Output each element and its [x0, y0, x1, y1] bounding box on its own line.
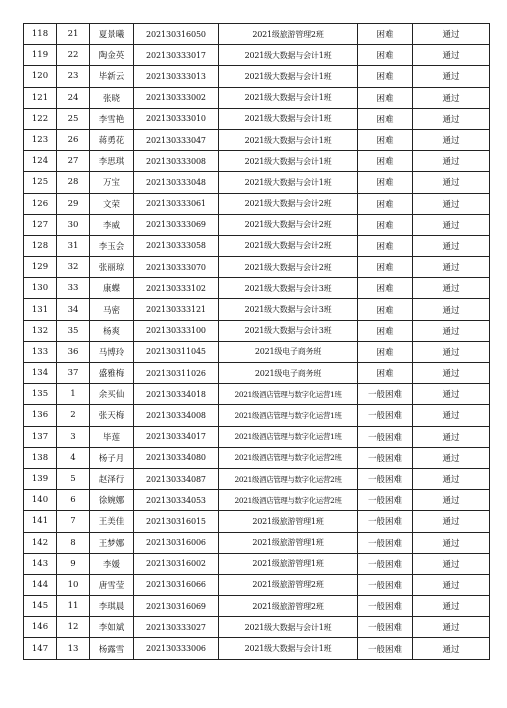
student-id-cell: 202130333008	[134, 151, 219, 172]
row-number-cell: 122	[24, 108, 57, 129]
student-name-cell: 康蝶	[90, 278, 134, 299]
table-row	[24, 151, 490, 172]
student-id-cell: 202130333013	[134, 66, 219, 87]
row-number-cell: 133	[24, 341, 57, 362]
sequence-cell: 29	[57, 193, 90, 214]
table-row	[24, 468, 490, 489]
difficulty-level-cell: 一般困难	[358, 511, 413, 532]
row-number-cell: 130	[24, 278, 57, 299]
table-row	[24, 596, 490, 617]
row-number-cell: 124	[24, 151, 57, 172]
table-row	[24, 405, 490, 426]
class-name-cell: 2021级大数据与会计2班	[219, 214, 358, 235]
table-row	[24, 45, 490, 66]
class-name-cell: 2021级电子商务班	[219, 341, 358, 362]
student-id-cell: 202130334087	[134, 468, 219, 489]
table-row	[24, 278, 490, 299]
student-id-cell: 202130333061	[134, 193, 219, 214]
difficulty-level-cell: 一般困难	[358, 447, 413, 468]
review-result-cell: 通过	[413, 553, 490, 574]
difficulty-level-cell: 一般困难	[358, 617, 413, 638]
difficulty-level-cell: 困难	[358, 66, 413, 87]
difficulty-level-cell: 困难	[358, 341, 413, 362]
student-name-cell: 张丽琼	[90, 257, 134, 278]
difficulty-level-cell: 困难	[358, 172, 413, 193]
table-row	[24, 299, 490, 320]
student-name-cell: 马博玲	[90, 341, 134, 362]
student-name-cell: 李威	[90, 214, 134, 235]
review-result-cell: 通过	[413, 320, 490, 341]
student-id-cell: 202130316006	[134, 532, 219, 553]
student-name-cell: 李雪艳	[90, 108, 134, 129]
table-row	[24, 214, 490, 235]
row-number-cell: 134	[24, 363, 57, 384]
row-number-cell: 132	[24, 320, 57, 341]
review-result-cell: 通过	[413, 341, 490, 362]
review-result-cell: 通过	[413, 66, 490, 87]
difficulty-level-cell: 一般困难	[358, 574, 413, 595]
student-name-cell: 万宝	[90, 172, 134, 193]
review-result-cell: 通过	[413, 24, 490, 45]
difficulty-level-cell: 困难	[358, 363, 413, 384]
student-id-cell: 202130333010	[134, 108, 219, 129]
sequence-cell: 31	[57, 235, 90, 256]
class-name-cell: 2021级大数据与会计1班	[219, 638, 358, 659]
review-result-cell: 通过	[413, 299, 490, 320]
row-number-cell: 127	[24, 214, 57, 235]
review-result-cell: 通过	[413, 172, 490, 193]
sequence-cell: 37	[57, 363, 90, 384]
class-name-cell: 2021级大数据与会计1班	[219, 617, 358, 638]
sequence-cell: 1	[57, 384, 90, 405]
difficulty-level-cell: 困难	[358, 320, 413, 341]
table-row	[24, 553, 490, 574]
difficulty-level-cell: 一般困难	[358, 532, 413, 553]
table-row	[24, 638, 490, 659]
class-name-cell: 2021级酒店管理与数字化运营1班	[219, 426, 358, 447]
class-name-cell: 2021级大数据与会计3班	[219, 320, 358, 341]
sequence-cell: 4	[57, 447, 90, 468]
student-id-cell: 202130333069	[134, 214, 219, 235]
review-result-cell: 通过	[413, 574, 490, 595]
student-id-cell: 202130311026	[134, 363, 219, 384]
student-id-cell: 202130334018	[134, 384, 219, 405]
sequence-cell: 6	[57, 490, 90, 511]
sequence-cell: 11	[57, 596, 90, 617]
class-name-cell: 2021级大数据与会计1班	[219, 45, 358, 66]
difficulty-level-cell: 一般困难	[358, 384, 413, 405]
sequence-cell: 8	[57, 532, 90, 553]
class-name-cell: 2021级大数据与会计1班	[219, 66, 358, 87]
table-row	[24, 87, 490, 108]
table-row	[24, 257, 490, 278]
difficulty-level-cell: 困难	[358, 235, 413, 256]
sequence-cell: 12	[57, 617, 90, 638]
difficulty-level-cell: 一般困难	[358, 490, 413, 511]
table-row	[24, 129, 490, 150]
student-name-cell: 杨子月	[90, 447, 134, 468]
student-id-cell: 202130316069	[134, 596, 219, 617]
student-name-cell: 李如斌	[90, 617, 134, 638]
student-name-cell: 张天梅	[90, 405, 134, 426]
review-result-cell: 通过	[413, 87, 490, 108]
sequence-cell: 21	[57, 24, 90, 45]
student-id-cell: 202130334080	[134, 447, 219, 468]
student-name-cell: 盛雅梅	[90, 363, 134, 384]
table-row	[24, 511, 490, 532]
student-id-cell: 202130333100	[134, 320, 219, 341]
difficulty-level-cell: 困难	[358, 151, 413, 172]
review-result-cell: 通过	[413, 490, 490, 511]
student-name-cell: 王梦娜	[90, 532, 134, 553]
student-name-cell: 杨露雪	[90, 638, 134, 659]
difficulty-level-cell: 困难	[358, 278, 413, 299]
class-name-cell: 2021级旅游管理1班	[219, 553, 358, 574]
sequence-cell: 3	[57, 426, 90, 447]
review-result-cell: 通过	[413, 235, 490, 256]
sequence-cell: 13	[57, 638, 90, 659]
table-row	[24, 235, 490, 256]
table-row	[24, 193, 490, 214]
difficulty-level-cell: 一般困难	[358, 468, 413, 489]
table-row	[24, 108, 490, 129]
table-row	[24, 426, 490, 447]
class-name-cell: 2021级大数据与会计1班	[219, 108, 358, 129]
student-name-cell: 文荣	[90, 193, 134, 214]
row-number-cell: 142	[24, 532, 57, 553]
row-number-cell: 136	[24, 405, 57, 426]
row-number-cell: 119	[24, 45, 57, 66]
sequence-cell: 10	[57, 574, 90, 595]
student-list-table	[23, 23, 490, 660]
student-name-cell: 王美佳	[90, 511, 134, 532]
difficulty-level-cell: 一般困难	[358, 405, 413, 426]
student-name-cell: 李琪晨	[90, 596, 134, 617]
student-name-cell: 李玉会	[90, 235, 134, 256]
student-id-cell: 202130311045	[134, 341, 219, 362]
difficulty-level-cell: 困难	[358, 24, 413, 45]
student-name-cell: 蒋勇花	[90, 129, 134, 150]
student-id-cell: 202130316002	[134, 553, 219, 574]
student-id-cell: 202130334053	[134, 490, 219, 511]
row-number-cell: 118	[24, 24, 57, 45]
review-result-cell: 通过	[413, 426, 490, 447]
review-result-cell: 通过	[413, 511, 490, 532]
class-name-cell: 2021级大数据与会计2班	[219, 257, 358, 278]
row-number-cell: 137	[24, 426, 57, 447]
table-row	[24, 447, 490, 468]
row-number-cell: 125	[24, 172, 57, 193]
class-name-cell: 2021级旅游管理2班	[219, 596, 358, 617]
student-name-cell: 夏景曦	[90, 24, 134, 45]
sequence-cell: 23	[57, 66, 90, 87]
review-result-cell: 通过	[413, 596, 490, 617]
student-id-cell: 202130316050	[134, 24, 219, 45]
difficulty-level-cell: 困难	[358, 299, 413, 320]
student-name-cell: 余买仙	[90, 384, 134, 405]
student-name-cell: 毕新云	[90, 66, 134, 87]
sequence-cell: 30	[57, 214, 90, 235]
difficulty-level-cell: 困难	[358, 87, 413, 108]
review-result-cell: 通过	[413, 468, 490, 489]
table-row	[24, 341, 490, 362]
class-name-cell: 2021级酒店管理与数字化运营2班	[219, 468, 358, 489]
row-number-cell: 145	[24, 596, 57, 617]
student-name-cell: 毕莲	[90, 426, 134, 447]
sequence-cell: 9	[57, 553, 90, 574]
row-number-cell: 138	[24, 447, 57, 468]
student-id-cell: 202130333047	[134, 129, 219, 150]
row-number-cell: 147	[24, 638, 57, 659]
review-result-cell: 通过	[413, 278, 490, 299]
sequence-cell: 28	[57, 172, 90, 193]
review-result-cell: 通过	[413, 447, 490, 468]
table-row	[24, 490, 490, 511]
table-row	[24, 172, 490, 193]
review-result-cell: 通过	[413, 257, 490, 278]
row-number-cell: 123	[24, 129, 57, 150]
class-name-cell: 2021级大数据与会计1班	[219, 151, 358, 172]
row-number-cell: 128	[24, 235, 57, 256]
student-id-cell: 202130333058	[134, 235, 219, 256]
row-number-cell: 121	[24, 87, 57, 108]
sequence-cell: 35	[57, 320, 90, 341]
table-row	[24, 532, 490, 553]
class-name-cell: 2021级旅游管理2班	[219, 574, 358, 595]
review-result-cell: 通过	[413, 638, 490, 659]
review-result-cell: 通过	[413, 405, 490, 426]
difficulty-level-cell: 困难	[358, 129, 413, 150]
table-row	[24, 24, 490, 45]
class-name-cell: 2021级酒店管理与数字化运营1班	[219, 405, 358, 426]
table-row	[24, 66, 490, 87]
sequence-cell: 5	[57, 468, 90, 489]
class-name-cell: 2021级大数据与会计2班	[219, 235, 358, 256]
class-name-cell: 2021级大数据与会计1班	[219, 172, 358, 193]
sequence-cell: 24	[57, 87, 90, 108]
student-id-cell: 202130334017	[134, 426, 219, 447]
student-id-cell: 202130333006	[134, 638, 219, 659]
row-number-cell: 135	[24, 384, 57, 405]
difficulty-level-cell: 困难	[358, 257, 413, 278]
student-id-cell: 202130333102	[134, 278, 219, 299]
row-number-cell: 120	[24, 66, 57, 87]
difficulty-level-cell: 一般困难	[358, 596, 413, 617]
sequence-cell: 32	[57, 257, 90, 278]
sequence-cell: 33	[57, 278, 90, 299]
row-number-cell: 140	[24, 490, 57, 511]
student-id-cell: 202130333017	[134, 45, 219, 66]
table-row	[24, 320, 490, 341]
review-result-cell: 通过	[413, 151, 490, 172]
difficulty-level-cell: 一般困难	[358, 426, 413, 447]
class-name-cell: 2021级酒店管理与数字化运营2班	[219, 447, 358, 468]
difficulty-level-cell: 困难	[358, 214, 413, 235]
sequence-cell: 36	[57, 341, 90, 362]
review-result-cell: 通过	[413, 214, 490, 235]
row-number-cell: 139	[24, 468, 57, 489]
row-number-cell: 129	[24, 257, 57, 278]
review-result-cell: 通过	[413, 193, 490, 214]
student-id-cell: 202130333027	[134, 617, 219, 638]
difficulty-level-cell: 一般困难	[358, 638, 413, 659]
class-name-cell: 2021级酒店管理与数字化运营2班	[219, 490, 358, 511]
student-name-cell: 陶金英	[90, 45, 134, 66]
row-number-cell: 126	[24, 193, 57, 214]
review-result-cell: 通过	[413, 617, 490, 638]
sequence-cell: 2	[57, 405, 90, 426]
review-result-cell: 通过	[413, 45, 490, 66]
class-name-cell: 2021级旅游管理1班	[219, 532, 358, 553]
table-row	[24, 363, 490, 384]
student-name-cell: 唐雪莹	[90, 574, 134, 595]
student-name-cell: 杨爽	[90, 320, 134, 341]
student-name-cell: 马密	[90, 299, 134, 320]
student-id-cell: 202130333121	[134, 299, 219, 320]
review-result-cell: 通过	[413, 384, 490, 405]
review-result-cell: 通过	[413, 363, 490, 384]
student-id-cell: 202130333002	[134, 87, 219, 108]
review-result-cell: 通过	[413, 532, 490, 553]
class-name-cell: 2021级电子商务班	[219, 363, 358, 384]
student-id-cell: 202130333048	[134, 172, 219, 193]
sequence-cell: 25	[57, 108, 90, 129]
difficulty-level-cell: 一般困难	[358, 553, 413, 574]
student-name-cell: 徐婉娜	[90, 490, 134, 511]
row-number-cell: 141	[24, 511, 57, 532]
sequence-cell: 7	[57, 511, 90, 532]
class-name-cell: 2021级大数据与会计3班	[219, 278, 358, 299]
student-name-cell: 赵泽行	[90, 468, 134, 489]
difficulty-level-cell: 困难	[358, 108, 413, 129]
sequence-cell: 27	[57, 151, 90, 172]
difficulty-level-cell: 困难	[358, 193, 413, 214]
student-name-cell: 李媛	[90, 553, 134, 574]
row-number-cell: 131	[24, 299, 57, 320]
row-number-cell: 144	[24, 574, 57, 595]
class-name-cell: 2021级旅游管理1班	[219, 511, 358, 532]
difficulty-level-cell: 困难	[358, 45, 413, 66]
class-name-cell: 2021级酒店管理与数字化运营1班	[219, 384, 358, 405]
student-id-cell: 202130333070	[134, 257, 219, 278]
sequence-cell: 26	[57, 129, 90, 150]
class-name-cell: 2021级旅游管理2班	[219, 24, 358, 45]
class-name-cell: 2021级大数据与会计1班	[219, 129, 358, 150]
class-name-cell: 2021级大数据与会计2班	[219, 193, 358, 214]
table-row	[24, 574, 490, 595]
class-name-cell: 2021级大数据与会计3班	[219, 299, 358, 320]
sequence-cell: 34	[57, 299, 90, 320]
table-row	[24, 384, 490, 405]
table-body	[24, 24, 490, 660]
sequence-cell: 22	[57, 45, 90, 66]
student-name-cell: 张晓	[90, 87, 134, 108]
row-number-cell: 146	[24, 617, 57, 638]
student-name-cell: 李思琪	[90, 151, 134, 172]
class-name-cell: 2021级大数据与会计1班	[219, 87, 358, 108]
review-result-cell: 通过	[413, 108, 490, 129]
student-id-cell: 202130334008	[134, 405, 219, 426]
row-number-cell: 143	[24, 553, 57, 574]
student-id-cell: 202130316015	[134, 511, 219, 532]
review-result-cell: 通过	[413, 129, 490, 150]
table-row	[24, 617, 490, 638]
student-id-cell: 202130316066	[134, 574, 219, 595]
